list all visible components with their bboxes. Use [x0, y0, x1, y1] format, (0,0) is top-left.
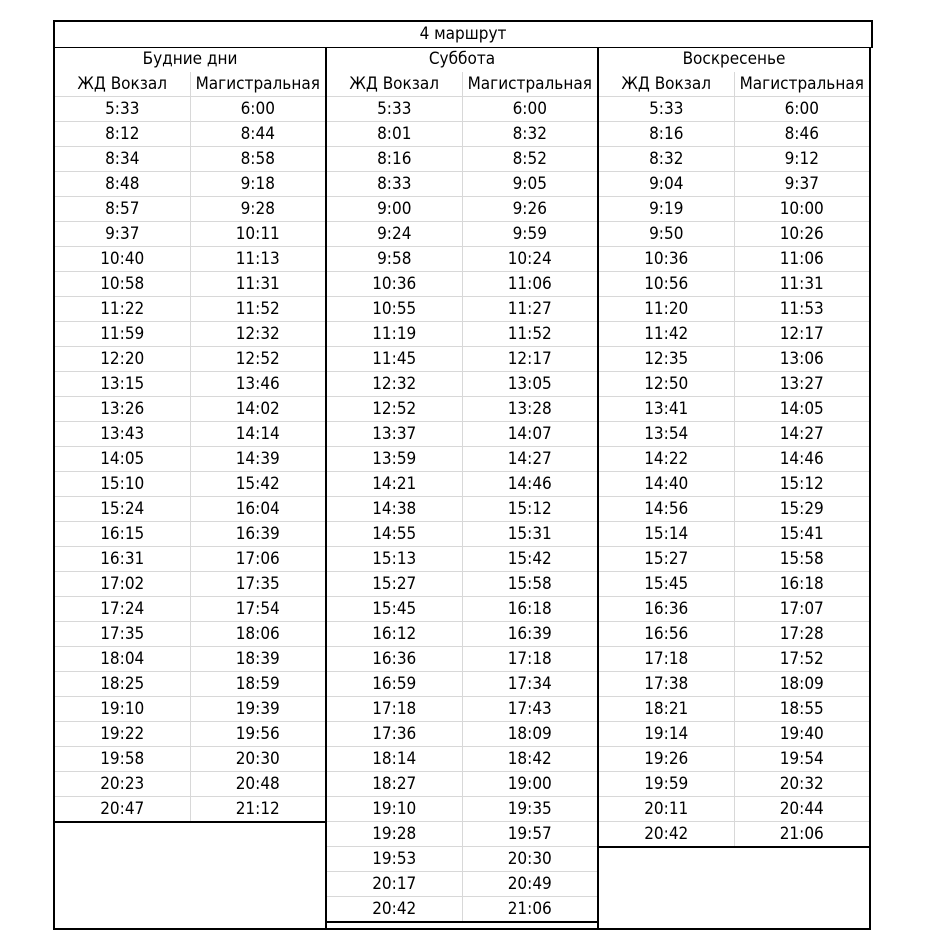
column-header: Магистральная	[462, 72, 597, 97]
departure-station-time: 12:35	[599, 347, 734, 372]
departure-station-time: 13:37	[327, 422, 462, 447]
table-row	[55, 222, 325, 247]
table-row	[599, 647, 869, 672]
departure-station-time: 8:16	[327, 147, 462, 172]
departure-station-time: 15:13	[327, 547, 462, 572]
table-row	[599, 547, 869, 572]
table-row	[327, 147, 597, 172]
schedule-table	[55, 72, 325, 823]
table-row	[327, 247, 597, 272]
departure-station-time: 14:05	[55, 447, 190, 472]
table-row	[55, 797, 325, 823]
table-row	[55, 297, 325, 322]
departure-terminal-time: 9:26	[462, 197, 597, 222]
table-row	[55, 697, 325, 722]
departure-station-time: 11:20	[599, 297, 734, 322]
table-row	[55, 722, 325, 747]
departure-terminal-time: 20:30	[190, 747, 325, 772]
departure-terminal-time: 17:43	[462, 697, 597, 722]
departure-terminal-time: 12:32	[190, 322, 325, 347]
departure-station-time: 18:21	[599, 697, 734, 722]
table-row	[327, 822, 597, 847]
departure-station-time: 15:45	[327, 597, 462, 622]
departure-station-time: 10:58	[55, 272, 190, 297]
departure-terminal-time: 14:46	[734, 447, 869, 472]
departure-station-time: 15:14	[599, 522, 734, 547]
table-row	[599, 122, 869, 147]
table-row	[327, 497, 597, 522]
departure-station-time: 15:27	[599, 547, 734, 572]
departure-station-time: 9:37	[55, 222, 190, 247]
departure-terminal-time: 9:28	[190, 197, 325, 222]
departure-station-time: 20:23	[55, 772, 190, 797]
departure-station-time: 18:04	[55, 647, 190, 672]
departure-station-time: 9:19	[599, 197, 734, 222]
departure-terminal-time: 14:39	[190, 447, 325, 472]
departure-terminal-time: 17:18	[462, 647, 597, 672]
departure-station-time: 9:04	[599, 172, 734, 197]
departure-terminal-time: 19:57	[462, 822, 597, 847]
departure-terminal-time: 16:39	[462, 622, 597, 647]
departure-terminal-time: 9:37	[734, 172, 869, 197]
departure-station-time: 16:31	[55, 547, 190, 572]
departure-terminal-time: 6:00	[734, 97, 869, 122]
departure-terminal-time: 19:39	[190, 697, 325, 722]
departure-station-time: 15:10	[55, 472, 190, 497]
departure-station-time: 8:01	[327, 122, 462, 147]
departure-station-time: 17:02	[55, 572, 190, 597]
departure-terminal-time: 10:00	[734, 197, 869, 222]
table-row	[55, 497, 325, 522]
table-row	[599, 697, 869, 722]
route-title: 4 маршрут	[53, 20, 873, 48]
table-row	[327, 697, 597, 722]
departure-station-time: 13:26	[55, 397, 190, 422]
departure-station-time: 9:50	[599, 222, 734, 247]
departure-terminal-time: 15:29	[734, 497, 869, 522]
departure-station-time: 8:16	[599, 122, 734, 147]
departure-terminal-time: 20:30	[462, 847, 597, 872]
departure-station-time: 19:58	[55, 747, 190, 772]
departure-station-time: 11:59	[55, 322, 190, 347]
table-row	[55, 322, 325, 347]
table-row	[55, 197, 325, 222]
departure-terminal-time: 15:41	[734, 522, 869, 547]
departure-station-time: 9:58	[327, 247, 462, 272]
departure-station-time: 8:12	[55, 122, 190, 147]
departure-terminal-time: 13:28	[462, 397, 597, 422]
departure-station-time: 20:42	[327, 897, 462, 923]
table-row	[327, 397, 597, 422]
table-row	[327, 272, 597, 297]
departure-station-time: 16:15	[55, 522, 190, 547]
departure-station-time: 10:36	[599, 247, 734, 272]
table-row	[327, 297, 597, 322]
table-row	[327, 222, 597, 247]
departure-terminal-time: 17:54	[190, 597, 325, 622]
departure-station-time: 19:28	[327, 822, 462, 847]
departure-terminal-time: 14:02	[190, 397, 325, 422]
departure-terminal-time: 15:31	[462, 522, 597, 547]
departure-terminal-time: 6:00	[462, 97, 597, 122]
table-row	[599, 172, 869, 197]
departure-terminal-time: 11:31	[734, 272, 869, 297]
block-sunday	[597, 47, 871, 930]
block-weekdays	[53, 47, 327, 930]
table-row	[55, 122, 325, 147]
departure-station-time: 12:50	[599, 372, 734, 397]
departure-station-time: 14:22	[599, 447, 734, 472]
departure-terminal-time: 14:46	[462, 472, 597, 497]
timetable	[53, 20, 871, 930]
departure-terminal-time: 8:46	[734, 122, 869, 147]
table-row	[327, 122, 597, 147]
departure-terminal-time: 11:06	[734, 247, 869, 272]
departure-station-time: 10:40	[55, 247, 190, 272]
table-row	[55, 522, 325, 547]
departure-station-time: 19:59	[599, 772, 734, 797]
departure-terminal-time: 6:00	[190, 97, 325, 122]
departure-station-time: 13:41	[599, 397, 734, 422]
table-row	[55, 572, 325, 597]
table-row	[327, 97, 597, 122]
departure-terminal-time: 8:58	[190, 147, 325, 172]
departure-terminal-time: 11:52	[190, 297, 325, 322]
departure-station-time: 12:52	[327, 397, 462, 422]
departure-station-time: 8:32	[599, 147, 734, 172]
table-row	[599, 622, 869, 647]
departure-station-time: 10:56	[599, 272, 734, 297]
departure-station-time: 15:27	[327, 572, 462, 597]
schedule-table	[327, 72, 597, 923]
column-header: ЖД Вокзал	[599, 72, 734, 97]
departure-station-time: 11:42	[599, 322, 734, 347]
departure-terminal-time: 19:35	[462, 797, 597, 822]
table-row	[55, 372, 325, 397]
table-row	[599, 197, 869, 222]
departure-station-time: 20:42	[599, 822, 734, 848]
table-row	[327, 897, 597, 923]
departure-station-time: 10:55	[327, 297, 462, 322]
table-row	[55, 422, 325, 447]
table-row	[55, 647, 325, 672]
departure-station-time: 5:33	[55, 97, 190, 122]
table-row	[55, 347, 325, 372]
departure-terminal-time: 18:59	[190, 672, 325, 697]
table-row	[327, 472, 597, 497]
departure-terminal-time: 19:54	[734, 747, 869, 772]
departure-terminal-time: 11:31	[190, 272, 325, 297]
departure-terminal-time: 11:13	[190, 247, 325, 272]
departure-terminal-time: 20:44	[734, 797, 869, 822]
departure-terminal-time: 15:58	[734, 547, 869, 572]
departure-terminal-time: 8:44	[190, 122, 325, 147]
table-row	[327, 447, 597, 472]
departure-station-time: 13:15	[55, 372, 190, 397]
departure-station-time: 16:36	[599, 597, 734, 622]
departure-station-time: 18:27	[327, 772, 462, 797]
table-row	[327, 747, 597, 772]
departure-terminal-time: 19:40	[734, 722, 869, 747]
departure-terminal-time: 14:05	[734, 397, 869, 422]
departure-terminal-time: 14:07	[462, 422, 597, 447]
table-row	[599, 572, 869, 597]
table-row	[327, 772, 597, 797]
departure-station-time: 20:17	[327, 872, 462, 897]
departure-station-time: 16:59	[327, 672, 462, 697]
departure-station-time: 16:36	[327, 647, 462, 672]
table-row	[327, 347, 597, 372]
departure-terminal-time: 9:05	[462, 172, 597, 197]
table-row	[599, 672, 869, 697]
departure-station-time: 11:22	[55, 297, 190, 322]
table-row	[55, 247, 325, 272]
departure-terminal-time: 13:05	[462, 372, 597, 397]
table-row	[55, 547, 325, 572]
block-saturday	[325, 47, 599, 930]
departure-station-time: 19:53	[327, 847, 462, 872]
column-header: ЖД Вокзал	[327, 72, 462, 97]
departure-terminal-time: 19:00	[462, 772, 597, 797]
departure-terminal-time: 15:58	[462, 572, 597, 597]
departure-station-time: 13:43	[55, 422, 190, 447]
table-row	[55, 397, 325, 422]
departure-terminal-time: 14:27	[734, 422, 869, 447]
departure-station-time: 12:20	[55, 347, 190, 372]
departure-station-time: 8:33	[327, 172, 462, 197]
departure-terminal-time: 20:49	[462, 872, 597, 897]
table-row	[327, 847, 597, 872]
departure-station-time: 20:11	[599, 797, 734, 822]
departure-station-time: 11:19	[327, 322, 462, 347]
departure-station-time: 16:12	[327, 622, 462, 647]
table-row	[327, 322, 597, 347]
departure-station-time: 19:22	[55, 722, 190, 747]
table-row	[599, 97, 869, 122]
table-row	[327, 597, 597, 622]
departure-station-time: 9:24	[327, 222, 462, 247]
departure-station-time: 19:26	[599, 747, 734, 772]
departure-terminal-time: 15:12	[462, 497, 597, 522]
block-title: Суббота	[428, 49, 496, 69]
departure-station-time: 13:54	[599, 422, 734, 447]
departure-station-time: 8:48	[55, 172, 190, 197]
table-row	[599, 247, 869, 272]
departure-terminal-time: 10:11	[190, 222, 325, 247]
departure-station-time: 19:14	[599, 722, 734, 747]
table-row	[55, 272, 325, 297]
departure-terminal-time: 18:42	[462, 747, 597, 772]
departure-station-time: 5:33	[327, 97, 462, 122]
table-row	[599, 747, 869, 772]
departure-station-time: 20:47	[55, 797, 190, 823]
departure-terminal-time: 16:39	[190, 522, 325, 547]
table-row	[55, 772, 325, 797]
table-row	[327, 522, 597, 547]
table-row	[55, 97, 325, 122]
table-row	[327, 722, 597, 747]
table-row	[55, 622, 325, 647]
departure-terminal-time: 19:56	[190, 722, 325, 747]
departure-terminal-time: 20:32	[734, 772, 869, 797]
departure-station-time: 15:45	[599, 572, 734, 597]
table-row	[55, 447, 325, 472]
departure-station-time: 10:36	[327, 272, 462, 297]
departure-terminal-time: 17:52	[734, 647, 869, 672]
departure-terminal-time: 16:04	[190, 497, 325, 522]
table-row	[599, 322, 869, 347]
departure-terminal-time: 17:06	[190, 547, 325, 572]
departure-station-time: 17:38	[599, 672, 734, 697]
departure-station-time: 14:55	[327, 522, 462, 547]
table-row	[599, 597, 869, 622]
departure-terminal-time: 18:55	[734, 697, 869, 722]
block-title: Будние дни	[142, 49, 238, 69]
departure-terminal-time: 11:27	[462, 297, 597, 322]
block-title: Воскресенье	[682, 49, 786, 69]
table-row	[55, 747, 325, 772]
departure-terminal-time: 10:24	[462, 247, 597, 272]
departure-terminal-time: 12:17	[462, 347, 597, 372]
departure-terminal-time: 15:42	[190, 472, 325, 497]
departure-station-time: 17:18	[599, 647, 734, 672]
table-row	[327, 372, 597, 397]
departure-station-time: 8:34	[55, 147, 190, 172]
departure-station-time: 14:56	[599, 497, 734, 522]
departure-station-time: 12:32	[327, 372, 462, 397]
departure-terminal-time: 20:48	[190, 772, 325, 797]
column-header: ЖД Вокзал	[55, 72, 190, 97]
table-row	[55, 147, 325, 172]
departure-station-time: 16:56	[599, 622, 734, 647]
departure-terminal-time: 15:42	[462, 547, 597, 572]
table-row	[599, 422, 869, 447]
departure-terminal-time: 17:28	[734, 622, 869, 647]
departure-terminal-time: 17:35	[190, 572, 325, 597]
table-row	[55, 672, 325, 697]
column-header: Магистральная	[190, 72, 325, 97]
departure-station-time: 17:35	[55, 622, 190, 647]
departure-terminal-time: 18:39	[190, 647, 325, 672]
departure-terminal-time: 17:07	[734, 597, 869, 622]
departure-terminal-time: 17:34	[462, 672, 597, 697]
departure-terminal-time: 21:12	[190, 797, 325, 823]
departure-terminal-time: 9:59	[462, 222, 597, 247]
table-row	[327, 572, 597, 597]
table-row	[599, 472, 869, 497]
table-row	[327, 622, 597, 647]
departure-terminal-time: 13:06	[734, 347, 869, 372]
departure-terminal-time: 11:52	[462, 322, 597, 347]
schedule-table	[599, 72, 869, 848]
table-row	[599, 772, 869, 797]
departure-terminal-time: 18:09	[734, 672, 869, 697]
table-row	[599, 447, 869, 472]
table-row	[599, 822, 869, 848]
departure-terminal-time: 16:18	[734, 572, 869, 597]
table-row	[599, 497, 869, 522]
departure-station-time: 14:40	[599, 472, 734, 497]
departure-terminal-time: 10:26	[734, 222, 869, 247]
table-row	[599, 522, 869, 547]
departure-terminal-time: 8:52	[462, 147, 597, 172]
table-row	[599, 372, 869, 397]
table-row	[327, 197, 597, 222]
departure-terminal-time: 11:53	[734, 297, 869, 322]
table-row	[599, 222, 869, 247]
departure-station-time: 15:24	[55, 497, 190, 522]
table-row	[599, 347, 869, 372]
departure-terminal-time: 9:12	[734, 147, 869, 172]
departure-terminal-time: 14:14	[190, 422, 325, 447]
departure-terminal-time: 18:09	[462, 722, 597, 747]
departure-station-time: 14:21	[327, 472, 462, 497]
table-row	[327, 647, 597, 672]
table-row	[327, 872, 597, 897]
departure-terminal-time: 15:12	[734, 472, 869, 497]
departure-terminal-time: 12:52	[190, 347, 325, 372]
departure-terminal-time: 13:46	[190, 372, 325, 397]
departure-terminal-time: 13:27	[734, 372, 869, 397]
table-row	[599, 272, 869, 297]
departure-station-time: 19:10	[55, 697, 190, 722]
departure-station-time: 8:57	[55, 197, 190, 222]
departure-terminal-time: 11:06	[462, 272, 597, 297]
departure-terminal-time: 16:18	[462, 597, 597, 622]
table-row	[327, 797, 597, 822]
table-row	[327, 547, 597, 572]
table-row	[327, 672, 597, 697]
departure-station-time: 18:14	[327, 747, 462, 772]
table-row	[599, 797, 869, 822]
departure-station-time: 5:33	[599, 97, 734, 122]
departure-station-time: 9:00	[327, 197, 462, 222]
departure-station-time: 13:59	[327, 447, 462, 472]
departure-terminal-time: 9:18	[190, 172, 325, 197]
table-row	[599, 722, 869, 747]
table-row	[327, 422, 597, 447]
departure-terminal-time: 18:06	[190, 622, 325, 647]
departure-terminal-time: 8:32	[462, 122, 597, 147]
table-row	[55, 597, 325, 622]
departure-station-time: 19:10	[327, 797, 462, 822]
table-row	[599, 147, 869, 172]
table-row	[55, 172, 325, 197]
table-row	[327, 172, 597, 197]
table-row	[599, 397, 869, 422]
departure-station-time: 18:25	[55, 672, 190, 697]
table-row	[599, 297, 869, 322]
departure-terminal-time: 12:17	[734, 322, 869, 347]
departure-terminal-time: 21:06	[462, 897, 597, 923]
departure-station-time: 17:24	[55, 597, 190, 622]
column-header: Магистральная	[734, 72, 869, 97]
departure-station-time: 14:38	[327, 497, 462, 522]
departure-station-time: 17:18	[327, 697, 462, 722]
departure-terminal-time: 14:27	[462, 447, 597, 472]
table-row	[55, 472, 325, 497]
departure-terminal-time: 21:06	[734, 822, 869, 848]
departure-station-time: 11:45	[327, 347, 462, 372]
departure-station-time: 17:36	[327, 722, 462, 747]
